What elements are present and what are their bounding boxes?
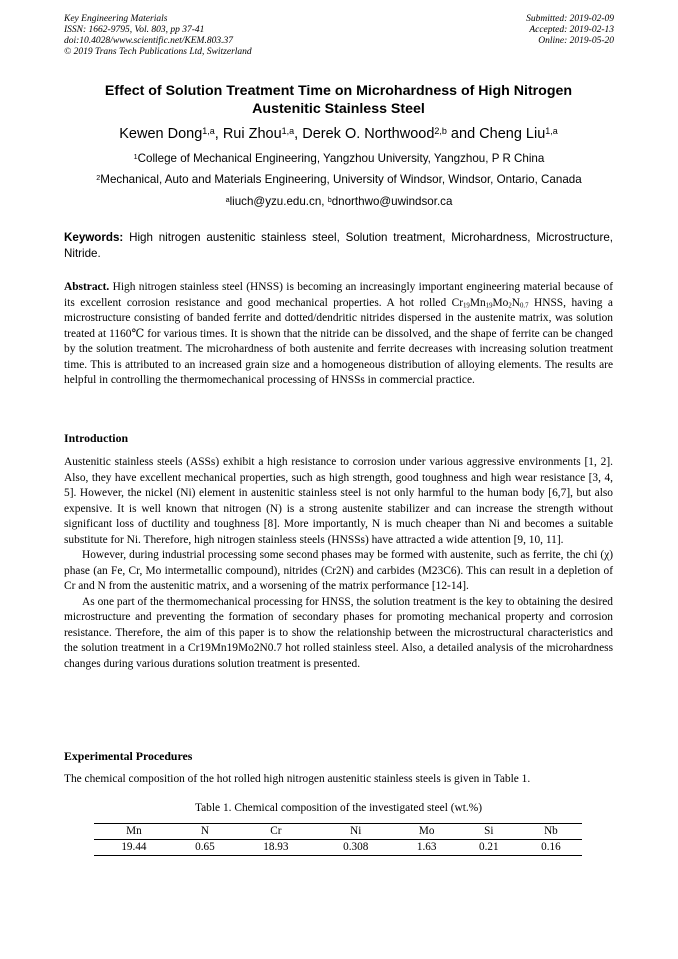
author-affil-sup: 1,a [281, 125, 295, 136]
dates-header [526, 14, 614, 47]
email-b[interactable]: dnorthwo@uwindsor.ca [331, 195, 453, 208]
doi-line: doi:10.4028/www.scientific.net/KEM.803.37 [64, 36, 233, 46]
experimental-text: The chemical composition of the hot rolled high nitrogen austenitic stainless steels is given in Table 1. [64, 773, 531, 785]
formula-sub: 0.7 [519, 301, 529, 309]
abstract-text: High nitrogen stainless steel (HNSS) is becoming an increasingly important engineering material because of its excellent corrosion resistance and good mechanical properties. A hot rolled Cr [64, 281, 613, 309]
submitted-date: Submitted: 2019-02-09 [526, 14, 614, 24]
journal-name: Key Engineering Materials [64, 14, 168, 24]
accepted-date: Accepted: 2019-02-13 [529, 25, 614, 35]
journal-header [64, 14, 252, 58]
introduction-body [64, 455, 613, 672]
composition-table [94, 823, 582, 856]
table-row [94, 840, 582, 856]
email-sup-a: a [225, 194, 230, 204]
column-header: Nb [544, 825, 558, 837]
affiliation-1 [40, 152, 638, 166]
affil-text: Mechanical, Auto and Materials Engineering, University of Windsor, Windsor, Ontario, Canada [100, 173, 582, 186]
email-a[interactable]: liuch@yzu.edu.cn, [229, 195, 328, 208]
formula-sub: 19 [485, 301, 493, 309]
table-cell: 0.65 [195, 841, 215, 853]
author-affil-sup: 1,a [202, 125, 215, 136]
table-cell: 18.93 [263, 841, 289, 853]
introduction-heading: Introduction [64, 431, 129, 445]
column-header: Si [484, 825, 494, 837]
author-name: Derek O. Northwood [302, 126, 435, 142]
column-header: N [200, 825, 209, 837]
keywords-label: Keywords: [64, 231, 124, 244]
abstract-label: Abstract. [64, 281, 110, 293]
formula-sub: 2 [508, 301, 512, 309]
author-separator: and [446, 126, 480, 142]
title-line-1: Effect of Solution Treatment Time on Microhardness of High Nitrogen [104, 83, 573, 99]
author-separator: , [294, 126, 303, 142]
table-cell: 0.16 [541, 841, 561, 853]
keywords-text: High nitrogen austenitic stainless steel, Solution treatment, Microhardness, Microstructure, Nitride. [64, 231, 613, 260]
affiliation-2 [40, 173, 638, 187]
paragraph: As one part of the thermomechanical processing for HNSS, the solution treatment is the key to obtaining the desired microstructure and preventing the formation of secondary phases for promoting mechanical property and corrosion resistance. Therefore, the aim of this paper is to show the relationship between the microstructural characteristics and the solution treatment in a Cr19Mn19Mo2N0.7 hot rolled stainless steel. Also, a detailed analysis of the microhardness changes during various durations solution treatment is presented. [64, 595, 613, 670]
abstract-text: HNSS, having a microstructure consisting of banded ferrite and dotted/dendritic nitrides dispersed in the austenite matrix, was solution treated at 1160℃ for various times. It is shown that the nitride can be dissolved, and the shape of ferrite can be changed by the solution treatment. The microhardness of both austenite and ferrite decreases with increasing solution treatment time. This is attributed to an increased grain size and a homogeneous distribution of alloying elements. The results are helpful in controlling the thermomechanical processing of HNSSs in commercial practice. [64, 296, 613, 386]
online-date: Online: 2019-05-20 [538, 36, 614, 46]
keywords [64, 230, 613, 261]
column-header: Mo [418, 825, 435, 837]
issn-line: ISSN: 1662-9795, Vol. 803, pp 37-41 [64, 25, 205, 35]
column-header: Ni [350, 825, 362, 837]
author-list [64, 125, 613, 143]
formula-element: Mn [469, 296, 486, 309]
abstract [64, 280, 613, 389]
paragraph: However, during industrial processing some second phases may be formed with austenite, such as ferrite, the chi (χ) phase (an Fe, Cr, Mo intermetallic compound), nitrides (Cr2N) and carbides (M23C6). This can result in a depletion of Cr and N from the austenitic matrix, and a worsening of the matrix performance [12-14]. [64, 549, 613, 592]
author-name: Rui Zhou [222, 126, 282, 142]
table-cell: 0.308 [343, 841, 369, 853]
author-name: Kewen Dong [119, 126, 203, 142]
column-header: Mn [126, 825, 142, 837]
table-header-row [94, 824, 582, 840]
experimental-heading: Experimental Procedures [64, 749, 193, 763]
formula-sub: 19 [463, 301, 470, 309]
formula-element: Mo [492, 296, 509, 309]
affil-text: College of Mechanical Engineering, Yangzhou University, Yangzhou, P R China [137, 152, 545, 165]
table-cell: 0.21 [478, 841, 499, 853]
formula-element: N [511, 296, 520, 309]
copyright-line: © 2019 Trans Tech Publications Ltd, Switzerland [64, 47, 252, 57]
table-cell: 19.44 [121, 841, 147, 853]
table-caption: Table 1. Chemical composition of the investigated steel (wt.%) [194, 802, 483, 814]
paper-title [64, 82, 613, 118]
email-sup-b: b [327, 194, 332, 204]
affil-sup: 2 [96, 172, 101, 182]
author-affil-sup: 1,a [545, 125, 558, 136]
author-affil-sup: 2,b [434, 125, 447, 136]
column-header: Cr [270, 825, 282, 837]
author-separator: , [214, 126, 223, 142]
email-line [40, 195, 638, 209]
paragraph: Austenitic stainless steels (ASSs) exhibit a high resistance to corrosion under various aggressive environments [1, 2]. Also, they have excellent mechanical properties, such as high strength, good toughness and high wear resistance [3, 4, 5]. However, the nickel (Ni) element in austenitic stainless steel is not only harmful to the human body [6,7], but also expensive. It is well known that nitrogen (N) is a strong austenite stabilizer and can increase the strength without significant loss of ductility and toughness [8]. More importantly, N is much cheaper than Ni and becomes a suitable substitute for Ni. Therefore, high nitrogen stainless steels (HNSSs) have attracted a wide attention [9, 10, 11]. [64, 456, 613, 546]
author-name: Cheng Liu [479, 126, 546, 142]
title-line-2: Austenitic Stainless Steel [252, 101, 425, 117]
affil-sup: 1 [133, 151, 138, 161]
table-cell: 1.63 [416, 841, 437, 853]
